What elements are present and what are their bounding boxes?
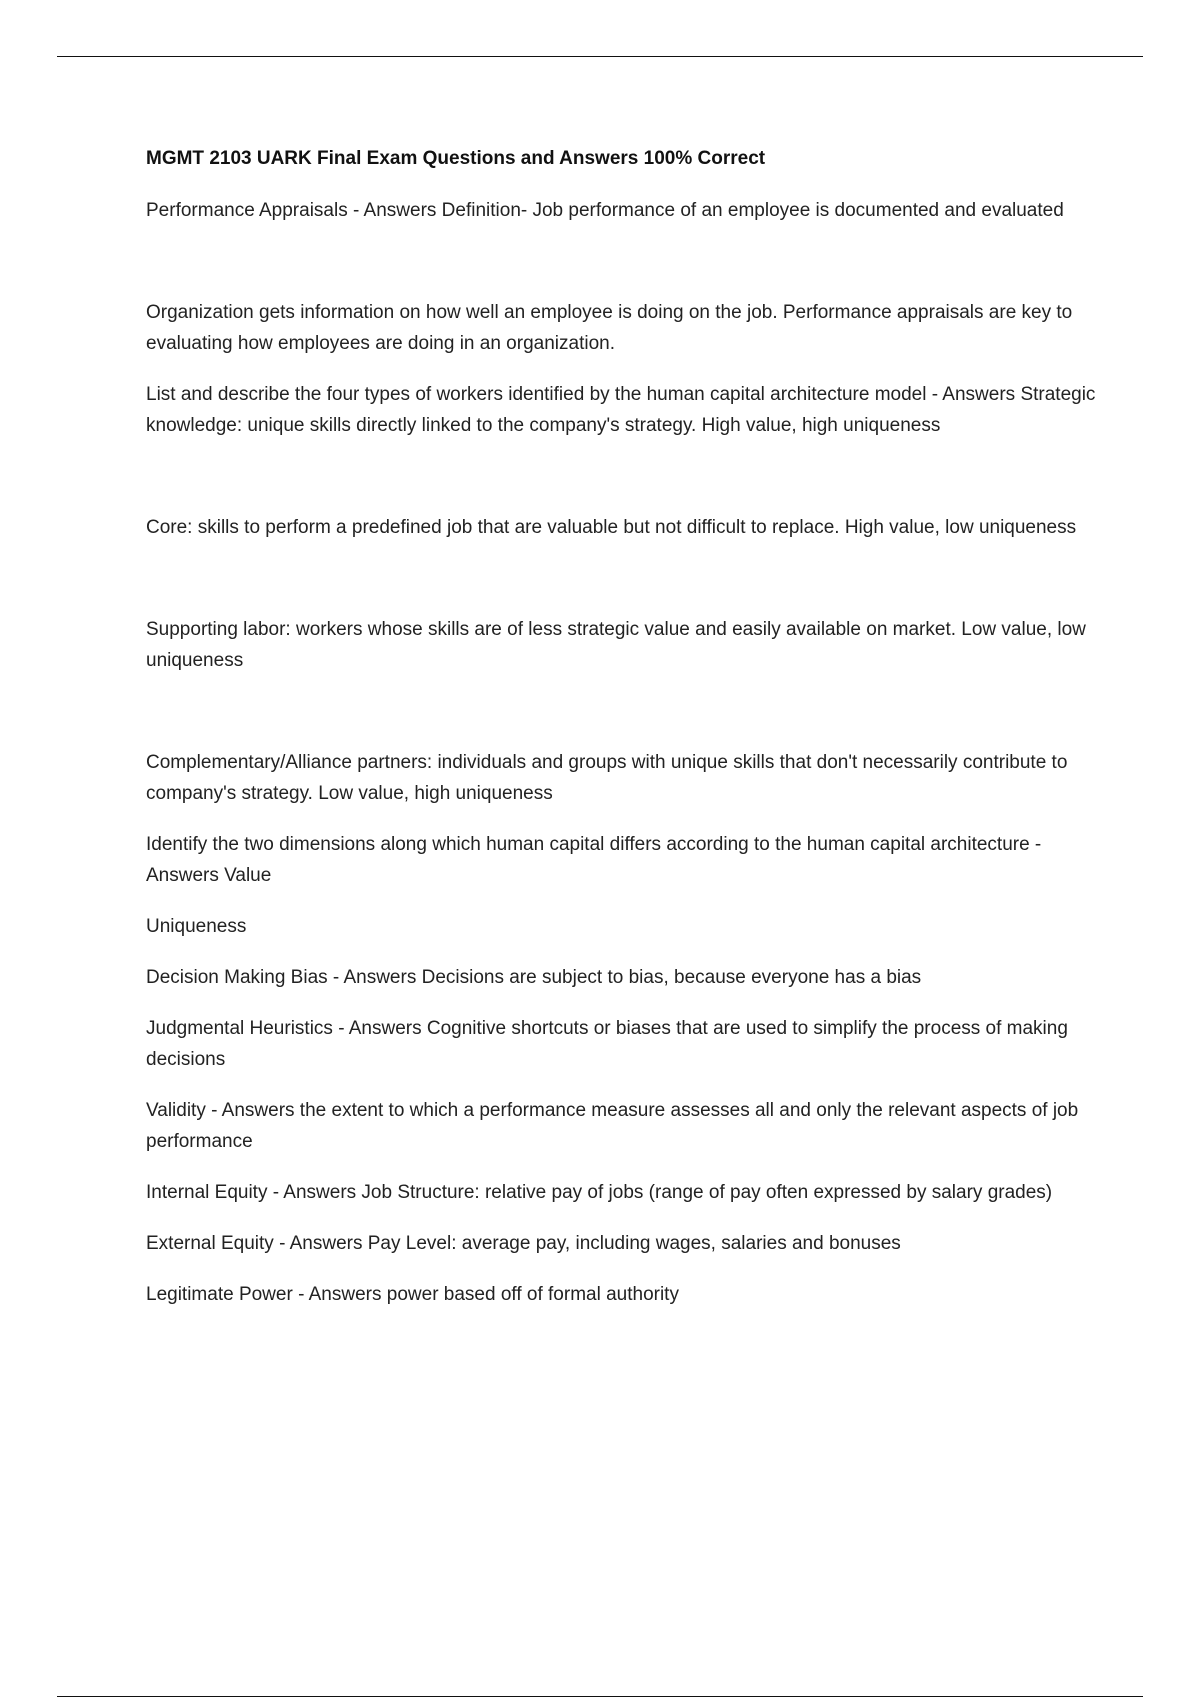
paragraph-supporting-labor: Supporting labor: workers whose skills are of less strategic value and easily available on market. Low value, low uniqueness — [146, 619, 1086, 671]
paragraph-decision-making-bias: Decision Making Bias - Answers Decisions are subject to bias, because everyone has a bias — [146, 967, 922, 988]
paragraph-core-workers: Core: skills to perform a predefined job that are valuable but not difficult to replace. High value, low uniqueness — [146, 517, 1077, 538]
paragraph-organization-info: Organization gets information on how well an employee is doing on the job. Performance appraisals are key to evaluating how employees are doing in an organization. — [146, 302, 1073, 354]
paragraph-judgmental-heuristics: Judgmental Heuristics - Answers Cognitive shortcuts or biases that are used to simplify the process of making decisions — [146, 1018, 1068, 1070]
paragraph-validity: Validity - Answers the extent to which a performance measure assesses all and only the relevant aspects of job performance — [146, 1100, 1079, 1152]
paragraph-two-dimensions: Identify the two dimensions along which human capital differs according to the human capital architecture - Answers Value — [146, 834, 1042, 886]
paragraph-uniqueness: Uniqueness — [146, 916, 247, 937]
document-body — [146, 143, 1096, 1310]
paragraph-four-worker-types: List and describe the four types of workers identified by the human capital architecture model - Answers Strategic knowledge: unique skills directly linked to the company's strategy. High value, high uniqueness — [146, 384, 1096, 436]
paragraph-legitimate-power: Legitimate Power - Answers power based off of formal authority — [146, 1284, 679, 1305]
paragraph-performance-appraisals: Performance Appraisals - Answers Definition- Job performance of an employee is documented and evaluated — [146, 200, 1064, 221]
paragraph-complementary-partners: Complementary/Alliance partners: individuals and groups with unique skills that don't necessarily contribute to company's strategy. Low value, high uniqueness — [146, 752, 1068, 804]
document-title: MGMT 2103 UARK Final Exam Questions and Answers 100% Correct — [146, 148, 766, 169]
footer-rule — [57, 1696, 1143, 1697]
paragraph-external-equity: External Equity - Answers Pay Level: average pay, including wages, salaries and bonuses — [146, 1233, 901, 1254]
paragraph-internal-equity: Internal Equity - Answers Job Structure: relative pay of jobs (range of pay often expressed by salary grades) — [146, 1182, 1053, 1203]
header-rule — [57, 56, 1143, 57]
